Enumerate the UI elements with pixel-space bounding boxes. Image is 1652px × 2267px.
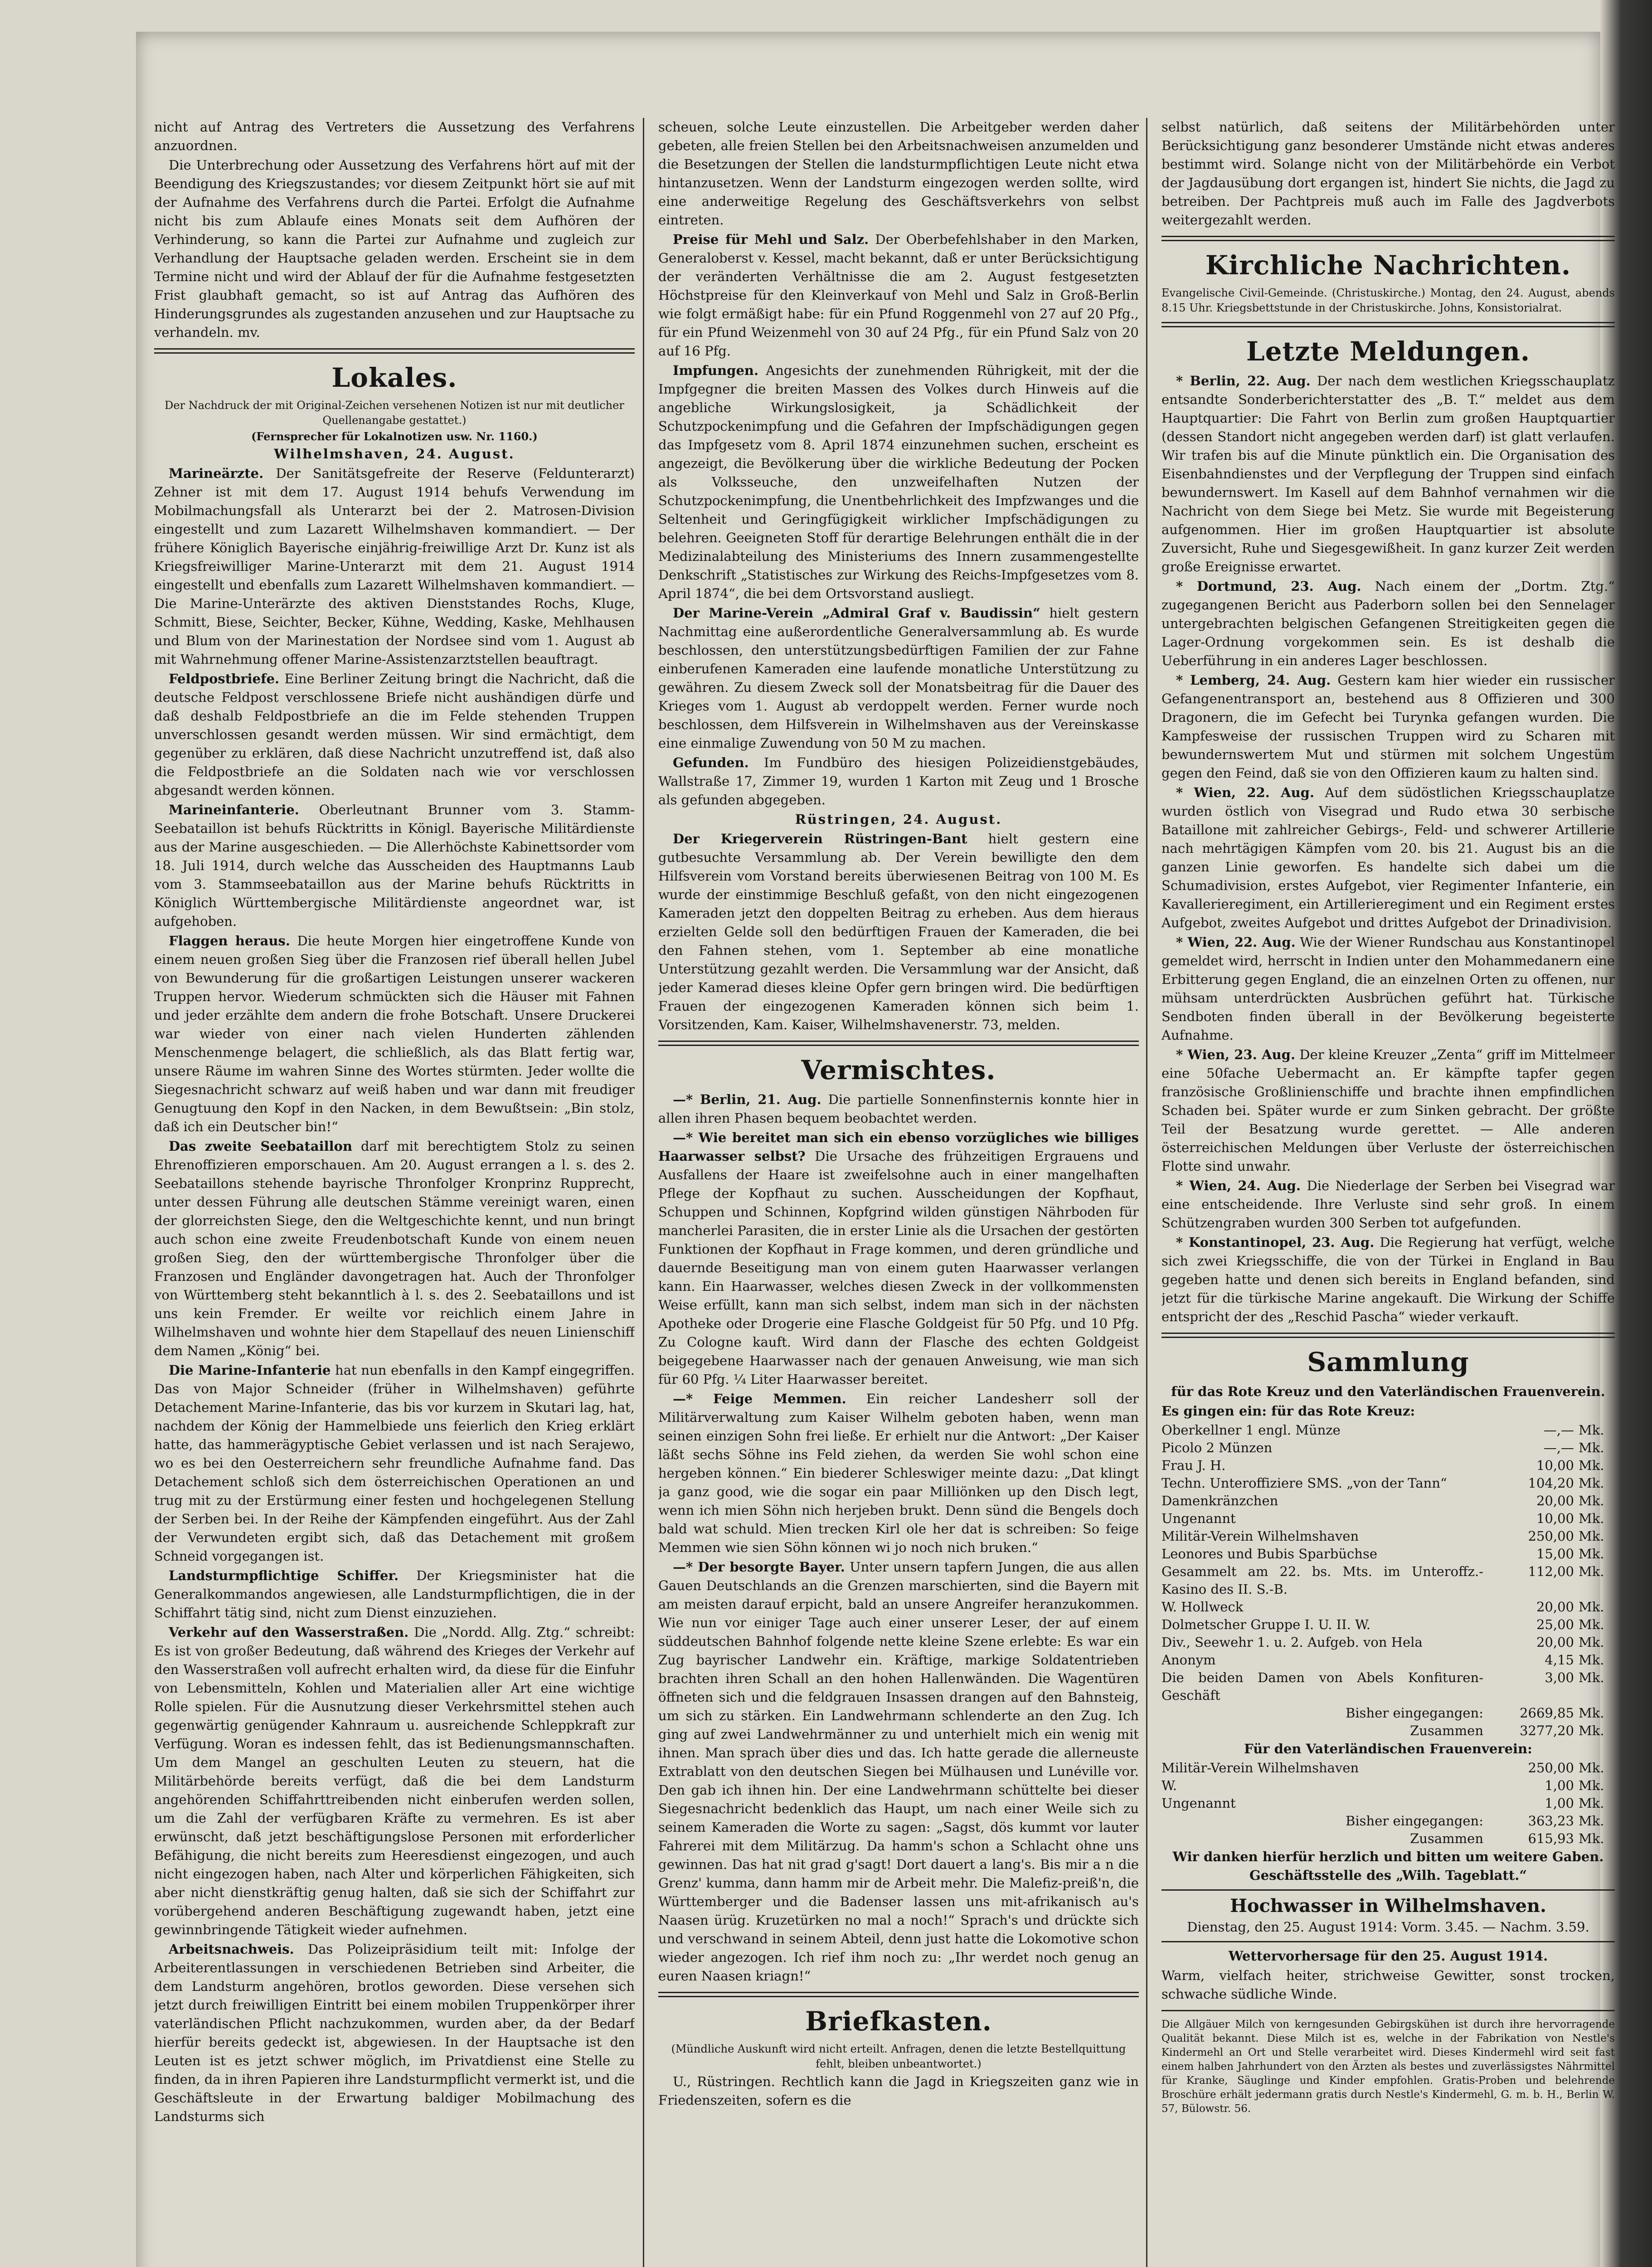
article-body: Angesichts der zunehmenden Rührigkeit, mit der die Impfgegner die breiten Massen des Volkes durch Hinweis auf die angebliche Wirkungslosigkeit, ja Schädlichkeit der Schutzpockenimpfung und die Gefahren der Impfschädigungen gegen das Impfgesetz vom 8. April 1874 einzunehmen suchen, erscheint es angezeigt, die Bevölkerung über die wirkliche Bedeutung der Pocken als Volksseuche, den unzweifelhaften Nutzen der Schutzpockenimpfung, die Unentbehrlichkeit des Impfzwanges und die Seltenheit und Geringfügigkeit wirklicher Impfschädigungen zu belehren. Geeigneten Stoff für derartige Belehrungen enthält die in der Medizinalabteilung des Ministeriums des Innern zusammengestellte Denkschrift „Statistisches zur Wirkung des Reichs-Impfgesetzes vom 8. April 1874“, die bei dem Ortsvorstand ausliegt. bbox=[658, 363, 1139, 601]
intro-text: selbst natürlich, daß seitens der Militärbehörden unter Berücksichtigung ganz besonderer Umstände nicht etwas anderes bestimmt wird. Solange nicht von der Militärbehörde ein Verbot der Jagdausübung dort ergangen ist, hindert Sie nichts, die Jagd zu betreiben. Der Pachtpreis muß auch im Falle des Jagdverbots weitergezahlt werden. bbox=[1161, 119, 1615, 228]
article-paragraph bbox=[658, 1129, 1139, 1389]
divider bbox=[658, 1041, 1139, 1046]
article-headline: * Wien, 22. Aug. bbox=[1176, 934, 1296, 950]
divider bbox=[154, 348, 635, 354]
article-body: Der Kriegsminister hat die Generalkommandos angewiesen, alle Landsturmpflichtigen, die in der Schiffahrt tätig sind, nicht zum Dienst einzuziehen. bbox=[154, 1568, 635, 1620]
article-list bbox=[658, 1090, 1139, 1985]
article-body: hat nun ebenfalls in den Kampf eingegriffen. Das von Major Schneider (früher in Wilhelmshaven) geführte Detachement Marine-Infanterie, das bis vor kurzem in Skutari lag, hat, nachdem der König der Hammelbiede uns feierlich den Krieg erklärt hatte, das hammerägyptische Gebiet verlassen und ist nach Serajewo, wo es bei den Oesterreichern sehr freundliche Aufnahme fand. Das Detachement schloß sich dem österreichischen Operationen an und trug mit zu der Erstürmung einer festen und hochgelegenen Stellung der Serben bei. In der Reihe der Kämpfenden eingeführt. Aus der Zahl der Verwundeten ergibt sich, daß das Detachement mit großem Schneid vorgegangen ist. bbox=[154, 1362, 635, 1564]
donation-amount: 4,15 bbox=[1545, 1652, 1574, 1668]
donation-row bbox=[1161, 1474, 1615, 1492]
article-headline: Landsturmpflichtige Schiffer. bbox=[169, 1568, 399, 1583]
article-body: Das Polizeipräsidium teilt mit: Infolge der Arbeiterentlassungen in verschiedenen Betrieben sind Arbeiter, die dem Landsturm angehören, brotlos geworden. Diese versehen sich jetzt durch freiwilligen Eintritt bei einem mobilen Truppenkörper ihrer vaterländischen Pflicht nachzukommen, wurden aber, da der Bedarf hierfür bereits gedeckt ist, abgewiesen. In der Hauptsache ist den Leuten ist es jetzt schwer möglich, im Privatdienst eine Stelle zu finden, da in ihren Papieren ihre Landsturmpflicht vermerkt ist, und die Geschäftsleute in der Erwartung baldiger Mobilmachung des Landsturms sich bbox=[154, 1941, 635, 2124]
donation-row bbox=[1161, 1777, 1615, 1795]
donation-currency: Mk. bbox=[1579, 1528, 1604, 1544]
hochwasser-title: Hochwasser in Wilhelmshaven. bbox=[1230, 1895, 1546, 1917]
article-body: Im Fundbüro des hiesigen Polizeidienstgebäudes, Wallstraße 17, Zimmer 19, wurden 1 Karton mit Zeug und 1 Brosche als gefunden abgegeben. bbox=[658, 755, 1139, 808]
article-paragraph bbox=[154, 1566, 635, 1622]
church-notice: Evangelische Civil-Gemeinde. (Christuskirche.) Montag, den 24. August, abends 8.15 Uhr. Kriegsbettstunde in der Christuskirche. Johns, Konsistorialrat. bbox=[1161, 287, 1615, 314]
article-paragraph bbox=[658, 361, 1139, 603]
donation-amount: 20,00 bbox=[1536, 1635, 1574, 1650]
article-paragraph bbox=[658, 604, 1139, 753]
donor-name: Die beiden Damen von Abels Konfituren-Geschäft bbox=[1161, 1670, 1483, 1703]
donation-currency: Mk. bbox=[1579, 1778, 1604, 1793]
donor-name: Ungenannt bbox=[1161, 1511, 1236, 1526]
donation-row bbox=[1161, 1598, 1615, 1616]
donation-row bbox=[1161, 1545, 1615, 1563]
article-headline: Verkehr auf den Wasserstraßen. bbox=[169, 1625, 409, 1640]
article-paragraph bbox=[1161, 577, 1615, 670]
donation-amount: 10,00 bbox=[1536, 1511, 1574, 1526]
donation-amount: 1,00 bbox=[1545, 1795, 1574, 1811]
donation-table bbox=[1161, 1421, 1615, 1740]
article-body: Eine Berliner Zeitung bringt die Nachricht, daß die deutsche Feldpost verschlossene Briefe nicht aushändigen dürfe und daß deshalb Feldpostbriefe an die im Felde stehenden Truppen unverschlossen gesandt werden müssen. Wir sind ermächtigt, dem gegenüber zu erklären, daß diese Nachricht unzutreffend ist, daß also die Feldpostbriefe an die Soldaten nach wie vor verschlossen abgesandt werden können. bbox=[154, 671, 635, 798]
donation-currency: Mk. bbox=[1579, 1546, 1604, 1562]
article-headline: Arbeitsnachweis. bbox=[169, 1941, 294, 1957]
section-title-briefkasten: Briefkasten. bbox=[805, 2006, 992, 2037]
article-paragraph bbox=[154, 1940, 635, 2126]
donation-table bbox=[1161, 1759, 1615, 1848]
divider bbox=[1161, 236, 1615, 241]
article-paragraph bbox=[1161, 1177, 1615, 1232]
donation-currency: Mk. bbox=[1579, 1831, 1604, 1846]
donation-currency: Mk. bbox=[1579, 1617, 1604, 1632]
donation-row bbox=[1161, 1492, 1615, 1510]
article-body: darf mit berechtigtem Stolz zu seinen Ehrenoffizieren emporschauen. Am 20. August errangen a l. s. des 2. Seebataillons stehende bayrische Thronfolger Kronprinz Rupprecht, unter dessen Führung alle deutschen Stämme vereinigt waren, einen der glorreichsten Siege, den die Weltgeschichte kennt, und nun bringt auch schon eine zweite Freudenbotschaft Kunde von einem neuen großen Sieg, den der württembergische Thronfolger über die Franzosen und Engländer davongetragen hat. Auch der Thronfolger von Württemberg steht bekanntlich à l. s. des 2. Seebataillons und ist uns kein Fremder. Er weilte vor reichlich einem Jahre in Wilhelmshaven und wohnte hier dem Stapellauf des neuen Linienschiff dem Namen „König“ bei. bbox=[154, 1138, 635, 1358]
donor-name: Anonym bbox=[1161, 1652, 1216, 1668]
article-headline: * Berlin, 22. Aug. bbox=[1176, 373, 1311, 389]
donation-currency: Mk. bbox=[1579, 1599, 1604, 1615]
article-body: Auf dem südöstlichen Kriegsschauplatze wurden östlich von Visegrad und Rudo etwa 30 serbische Bataillone mit zahlreicher Gebirgs-, Feld- und schwerer Artillerie nach mehrtägigen Kämpfen vom 20. bis 21. August bis an die ganzen Linie geworfen. Es handelte sich dabei um die Schumadivision, erstes Aufgebot, vier Regimenter Infanterie, ein Kavallerieregiment, ein Artillerieregiment und ein Regiment erstes Aufgebot, zweites Aufgebot und drittes Aufgebot der Drinadivision. bbox=[1161, 785, 1615, 930]
weather-text: Warm, vielfach heiter, strichweise Gewitter, sonst trocken, schwache südliche Winde. bbox=[1161, 1968, 1615, 2002]
article-headline: Der Marine-Verein „Admiral Graf v. Baudissin“ bbox=[673, 605, 1040, 621]
donation-row bbox=[1161, 1616, 1615, 1634]
article-body: Die partielle Sonnenfinsternis konnte hier in allen ihren Phasen bequem beobachtet werden. bbox=[658, 1092, 1139, 1126]
article-headline: * Lemberg, 24. Aug. bbox=[1176, 672, 1331, 688]
article-headline: * Wien, 23. Aug. bbox=[1176, 1047, 1296, 1062]
donation-row bbox=[1161, 1704, 1615, 1722]
article-headline: —* Wie bereitet man sich ein ebenso vorzügliches wie billiges Haarwasser selbst? bbox=[658, 1130, 1139, 1164]
section-title-sammlung: Sammlung bbox=[1307, 1347, 1469, 1377]
donation-amount: 615,93 bbox=[1528, 1831, 1574, 1846]
donation-row bbox=[1161, 1651, 1615, 1669]
donation-row bbox=[1161, 1510, 1615, 1528]
section-title-vermischtes: Vermischtes. bbox=[801, 1055, 996, 1085]
article-body: scheuen, solche Leute einzustellen. Die Arbeitgeber werden daher gebeten, alle freien Stellen bei den Arbeitsnachweisen anzumelden und die Besetzungen der Stellen die landsturmpflichtigen Leute nicht etwa hintanzusetzen. Wenn der Landsturm eingezogen werden sollte, wird eine anderweitige Regelung des Geschäftsverkehrs von selbst eintreten. bbox=[658, 119, 1139, 228]
column-1 bbox=[154, 118, 635, 2267]
donation-amount: 20,00 bbox=[1536, 1493, 1574, 1508]
sammlung-frauenverein-heading: Für den Vaterländischen Frauenverein: bbox=[1244, 1741, 1532, 1756]
donation-row bbox=[1161, 1669, 1615, 1704]
article-headline: Das zweite Seebataillon bbox=[169, 1138, 353, 1154]
dateline: Wilhelmshaven, 24. August. bbox=[274, 446, 515, 462]
donation-currency: Mk. bbox=[1579, 1493, 1604, 1508]
article-paragraph bbox=[658, 230, 1139, 360]
donation-row bbox=[1161, 1812, 1615, 1830]
phone-note: (Fernsprecher für Lokalnotizen usw. Nr. 1160.) bbox=[251, 430, 538, 443]
article-paragraph bbox=[658, 1558, 1139, 1985]
article-paragraph bbox=[658, 830, 1139, 1034]
donor-name: Zusammen bbox=[1410, 1723, 1483, 1738]
donor-name: Div., Seewehr 1. u. 2. Aufgeb. von Hela bbox=[1161, 1635, 1423, 1650]
article-body: Wie der Wiener Rundschau aus Konstantinopel gemeldet wird, herrscht in Indien unter den Mohammedanern eine Erbitterung gegen England, die an einzelnen Orten zu offenen, nur mühsam unterdrückten Ausbrüchen geführt hat. Türkische Sendboten finden überall in der Bevölkerung begeisterte Aufnahme. bbox=[1161, 934, 1615, 1043]
section-title-kirchliche: Kirchliche Nachrichten. bbox=[1205, 250, 1571, 281]
divider bbox=[1161, 2010, 1615, 2011]
donor-name: Militär-Verein Wilhelmshaven bbox=[1161, 1528, 1359, 1544]
article-list bbox=[658, 830, 1139, 1034]
article-paragraph bbox=[154, 1361, 635, 1566]
article-body: Die „Nordd. Allg. Ztg.“ schreibt: Es ist von großer Bedeutung, daß während des Krieges der Verkehr auf den Wasserstraßen voll aufrecht erhalten wird, da diese für die Einfuhr von Lebensmitteln, Kohlen und Materialien aller Art eine wichtige Rolle spielen. Für die Ausnutzung dieser Verkehrsmittel stehen auch gegenwärtig genügender Kahnraum u. ausreichende Schleppkraft zur Verfügung. Woran es indessen fehlt, das ist Bedienungsmannschaften. Um dem Mangel an geschulten Leuten zu steuern, hat die Militärbehörde bereits verfügt, daß die bei dem Landsturm angehörenden Schiffahrttreibenden nicht einberufen werden sollen, um die Zahl der verfügbaren Kräfte zu vermehren. Es ist aber erwünscht, daß jetzt beschäftigungslose Personen mit erforderlicher Befähigung, die nicht bereits zum Heeresdienst eingezogen, und auch nicht eingezogen haben, nach Alter und körperlichen Fähigkeiten, sich aber nicht dienstkräftig genug halten, daß sie sich der Schiffahrt zur vorübergehend anderen Beschäftigung zugewandt haben, jetzt eine gewinnbringende Tätigkeit wieder aufnehmen. bbox=[154, 1625, 635, 1937]
article-paragraph bbox=[154, 1623, 635, 1939]
donor-name: Zusammen bbox=[1410, 1831, 1483, 1846]
article-headline: Der Kriegerverein Rüstringen-Bant bbox=[673, 831, 967, 846]
hochwasser-times: Dienstag, den 25. August 1914: Vorm. 3.45. — Nachm. 3.59. bbox=[1187, 1919, 1589, 1935]
column-3 bbox=[1161, 118, 1615, 2267]
donation-currency: Mk. bbox=[1579, 1511, 1604, 1526]
donation-currency: Mk. bbox=[1579, 1652, 1604, 1668]
donor-name: W. bbox=[1161, 1778, 1177, 1793]
donation-amount: —,— bbox=[1543, 1440, 1574, 1455]
article-headline: * Konstantinopel, 23. Aug. bbox=[1176, 1235, 1375, 1250]
article-body: Der nach dem westlichen Kriegsschauplatz entsandte Sonderberichterstatter des „B. T.“ meldet aus dem Hauptquartier: Die Fahrt von Berlin zum großen Hauptquartier (dessen Standort nicht angegeben werden darf) ist glatt verlaufen. Wir trafen bis auf die Minute pünktlich ein. Die Organisation des Eisenbahndienstes und der Verpflegung der Truppen sind einfach bewundernswert. Im Kasell auf dem Bahnhof vernahmen wir die Nachricht von dem Siege bei Metz. Sie wurde mit Begeisterung aufgenommen. Hier im großen Hauptquartier ist absolute Zuversicht, Ruhe und Siegesgewißheit. In ganz kurzer Zeit werden große Ereignisse erwartet. bbox=[1161, 373, 1615, 574]
donation-currency: Mk. bbox=[1579, 1723, 1604, 1738]
donation-amount: 1,00 bbox=[1545, 1778, 1574, 1793]
donor-name: Frau J. H. bbox=[1161, 1458, 1226, 1473]
article-paragraph bbox=[154, 1137, 635, 1360]
article-headline: * Dortmund, 23. Aug. bbox=[1176, 579, 1361, 594]
column-2 bbox=[658, 118, 1139, 2267]
donation-currency: Mk. bbox=[1579, 1422, 1604, 1438]
donation-row bbox=[1161, 1795, 1615, 1812]
donation-amount: 10,00 bbox=[1536, 1458, 1574, 1473]
donation-currency: Mk. bbox=[1579, 1564, 1604, 1579]
sammlung-thanks: Wir danken hierfür herzlich und bitten um weitere Gaben. Geschäftsstelle des „Wilh. Tageblatt.“ bbox=[1172, 1849, 1604, 1883]
donor-name: W. Hollweck bbox=[1161, 1599, 1244, 1615]
article-paragraph bbox=[154, 932, 635, 1136]
briefkasten-note: (Mündliche Auskunft wird nicht erteilt. Anfragen, denen die letzte Bestellquittung fehlt, bleiben unbeantwortet.) bbox=[671, 2043, 1126, 2070]
donation-amount: 20,00 bbox=[1536, 1599, 1574, 1615]
donation-row bbox=[1161, 1722, 1615, 1740]
article-headline: * Wien, 24. Aug. bbox=[1176, 1178, 1301, 1193]
sammlung-subtitle: für das Rote Kreuz und den Vaterländischen Frauenverein. bbox=[1171, 1384, 1605, 1399]
article-body: Ein reicher Landesherr soll der Militärverwaltung zum Kaiser Wilhelm geboten haben, wenn man seinen einzigen Sohn frei ließe. Er erhielt nur die Antwort: „Der Kaiser läßt sechs Söhne ins Feld ziehen, da werden Sie wohl schon eine hergeben können.“ Ein biederer Schleswiger meinte dazu: „Dat klingt ja ganz good, wie die sogar ein paar Milliönken up den Disch legt, wenn ich mien Söhn nich herjeben brukt. Denn sünd die Bengels doch bald wat schuld. Mien trecken Kirl ole her dat is schreiben: So feige Memmen wie sien Söhn können wi jo noch nich bruken.“ bbox=[658, 1391, 1139, 1555]
donor-name: Dolmetscher Gruppe I. U. II. W. bbox=[1161, 1617, 1370, 1632]
section-title-lokales: Lokales. bbox=[331, 362, 457, 393]
article-body: hielt gestern eine gutbesuchte Versammlung ab. Der Verein bewilligte den dem Hilfsverein vom Vorstand bereits überwiesenen Beitrag von 100 M. Es wurde der einstimmige Beschluß gefaßt, von den nicht eingezogenen Kameraden jetzt den doppelten Beitrag zu erheben. Aus dem hieraus erzielten Gelde soll den bedürftigen Frauen der Kameraden, die bei den Fahnen stehen, vom 1. September ab eine monatliche Unterstützung gezahlt werden. Die Versammlung war der Ansicht, daß jeder Kamerad dieses kleine Opfer gern bringen wird. Die bedürftigen Frauen der eingezogenen Kameraden können sich beim 1. Vorsitzenden, Kam. Kaiser, Wilhelmshavenerstr. 73, melden. bbox=[658, 831, 1139, 1032]
donation-currency: Mk. bbox=[1579, 1670, 1604, 1685]
article-paragraph bbox=[1161, 933, 1615, 1045]
section-title-letzte-meldungen: Letzte Meldungen. bbox=[1246, 336, 1531, 367]
donation-amount: 250,00 bbox=[1528, 1528, 1574, 1544]
article-paragraph bbox=[1161, 671, 1615, 783]
article-headline: —* Feige Memmen. bbox=[673, 1391, 846, 1406]
article-headline: Die Marine-Infanterie bbox=[169, 1362, 331, 1378]
article-body: Gestern kam hier wieder ein russischer Gefangenentransport an, bestehend aus 8 Offizieren und 300 Dragonern, die im Gefecht bei Turynka gefangen wurden. Die Kampfesweise der russischen Truppen wird zu Scharen mit bewundernswertem Mut und stürmen mit solchem Ungestüm gegen den Feind, daß sie von den Offizieren kaum zu halten sind. bbox=[1161, 672, 1615, 781]
intro-paragraph: Die Unterbrechung oder Aussetzung des Verfahrens hört auf mit der Beendigung des Kriegszustandes; vor diesem Zeitpunkt hört sie auf mit der Aufnahme des Verfahrens durch die Partei. Erfolgt die Aufnahme nicht bis zum Ablaufe eines Monats seit dem Aufhören der Verhinderung, so kann die Partei zur Aufnahme und zugleich zur Verhandlung der Hauptsache geladen werden. Erscheint sie in dem Termine nicht und wird der Ablauf der für die Aufnahme festgesetzten Frist glaubhaft gemacht, so ist auf Antrag das Aufhören des Hinderungsgrundes als zugestanden anzusehen und zur Hauptsache zu verhandeln. mv. bbox=[154, 157, 635, 340]
article-body: Die heute Morgen hier eingetroffene Kunde von einem neuen großen Sieg über die Franzosen rief überall hellen Jubel von Bewunderung für die großartigen Leistungen unserer wackeren Truppen hervor. Wiederum schmückten sich die Häuser mit Fahnen und jeder erzählte dem andern die frohe Botschaft. Unsere Druckerei war wieder von einer nach vielen Hunderten zählenden Menschenmenge belagert, die schließlich, als das Blatt fertig war, unsere Räume im wahren Sinne des Wortes stürmten. Jeder wollte die Siegesnachricht schwarz auf weiß haben und war dann mit freudiger Genugtuung den Kopf in den Nacken, in dem Bewußtsein: „Bin stolz, daß ich ein Deutscher bin!“ bbox=[154, 933, 635, 1134]
reprint-note: Der Nachdruck der mit Original-Zeichen versehenen Notizen ist nur mit deutlicher Quellenangabe gestattet.) bbox=[165, 399, 624, 427]
donation-row bbox=[1161, 1439, 1615, 1457]
donor-name: Leonores und Bubis Sparbüchse bbox=[1161, 1546, 1377, 1562]
article-paragraph bbox=[1161, 1046, 1615, 1176]
article-body: Unter unsern tapfern Jungen, die aus allen Gauen Deutschlands an die Grenzen marschierten, sind die Bayern mit am meisten darauf erpicht, bald an unsere Angreifer heranzukommen. Wie nun vor einiger Tage auch einer unserer Leser, der auf einem süddeutschen Bahnhof folgende nette kleine Szene erlebte: Es war ein Zug bayrischer Landwehr ein. Kräftige, markige Soldatentrieben brachten ihren Schall an den hohen Hallenwänden. Die Wagentüren öffneten sich und die feldgrauen Insassen drangen auf den Bahnsteig, um sich zu stärken. Ein Landwehrmann schlenderte an den Zug. Ich ging auf zwei Landwehrmänner zu und unterhielt mich ein wenig mit ihnen. Man sprach über dies und das. Ich hatte gerade die allerneuste Extrablatt von den deutschen Siegen bei Mülhausen und Lunéville vor. Den gab ich ihnen hin. Der eine Landwehrmann schüttelte bei dieser Siegesnachricht bedenklich das Haupt, um nach einer Weile sich zu seinem Kameraden die Worte zu sagen: „Sagst, dös kummt vor lauter Fahrerei mit dem Militärzug. Da hamm's schon a Schlacht ohne uns gewinnen. Das hat nit grad g'sagt! Dort dauert a lang's. Bis mir a n die Grenz' kumma, dann hamm mir de Arbeit mehr. Die Malefiz-preiß'n, die Württemberger und die Badenser lassen uns mit-afrikanisch au's Naasen ürüg. Kruzetürken no mal a noch!“ Sprach's und drückte sich und verschwand in seinem Abteil, denn just hatte die Lokomotive schon wieder angezogen. Ich rief ihm noch zu: „Ihr werdet noch genug an euren Naasen kriagn!“ bbox=[658, 1559, 1139, 1984]
donor-name: Gesammelt am 22. bs. Mts. im Unteroffz.-Kasino des II. S.-B. bbox=[1161, 1564, 1483, 1597]
article-body: hielt gestern Nachmittag eine außerordentliche Generalversammlung ab. Es wurde beschlossen, den unterstützungsbedürftigen Familien der zur Fahne einberufenen Kameraden eine laufende monatliche Unterstützung zu gewähren. Zu diesem Zweck soll der Monatsbeitrag für die Dauer des Krieges vom 1. August ab verdoppelt werden. Ferner wurde noch beschlossen, dem Hilfsverein in Wilhelmshaven aus der Vereinskasse eine einmalige Zuwendung von 50 M zu machen. bbox=[658, 605, 1139, 751]
article-body: Der Oberbefehlshaber in den Marken, Generaloberst v. Kessel, macht bekannt, daß er unter Berücksichtigung der veränderten Verhältnisse die am 2. August festgesetzten Höchstpreise für den Kleinverkauf von Mehl und Salz in Groß-Berlin wie folgt ermäßigt habe: für ein Pfund Roggenmehl von 27 auf 20 Pfg., für ein Pfund Weizenmehl von 30 auf 24 Pfg., für ein Pfund Salz von 20 auf 16 Pfg. bbox=[658, 232, 1139, 359]
article-body: Der Sanitätsgefreite der Reserve (Feldunterarzt) Zehner ist mit dem 17. August 1914 behufs Verwendung im Mobilmachungsfall als Unterarzt bei der 2. Matrosen-Division eingestellt und zum Lazarett Wilhelmshaven kommandiert. — Der frühere Königlich Bayerische einjährig-freiwillige Arzt Dr. Kunz ist als Kriegsfreiwilliger Marine-Unterarzt mit dem 21. August 1914 eingestellt und ebenfalls zum Lazarett Wilhelmshaven kommandiert. — Die Marine-Unterärzte des aktiven Dienststandes Rochs, Kluge, Schmitt, Biese, Seichter, Becker, Kühne, Wedding, Kaske, Mehlhausen und Blum von der Marinestation der Nordsee sind vom 1. August ab mit Wahrnehmung offener Marine-Assistenzarztstellen beauftragt. bbox=[154, 466, 635, 667]
article-headline: Flaggen heraus. bbox=[169, 933, 290, 949]
donor-name: Damenkränzchen bbox=[1161, 1493, 1278, 1508]
article-paragraph bbox=[658, 754, 1139, 809]
article-paragraph bbox=[1161, 783, 1615, 932]
donor-name: Bisher eingegangen: bbox=[1346, 1705, 1483, 1721]
donation-currency: Mk. bbox=[1579, 1440, 1604, 1455]
donation-row bbox=[1161, 1759, 1615, 1777]
nestle-ad: Die Allgäuer Milch von kerngesunden Gebirgskühen ist durch ihre hervorragende Qualität bekannt. Diese Milch ist es, welche in der Fabrikation von Nestle's Kindermehl an Ort und Stelle verarbeitet wird. Dieses Kindermehl wird seit fast einem halben Jahrhundert von den Ärzten als bestes und zuverlässigstes Nährmittel für Kranke, Säuglinge und Kinder empfohlen. Gratis-Proben und belehrende Broschüre erhält jedermann gratis durch Nestle's Kindermehl, G. m. b. H., Berlin W. 57, Bülowstr. 56. bbox=[1161, 2019, 1615, 2115]
donation-currency: Mk. bbox=[1579, 1458, 1604, 1473]
donation-amount: 112,00 bbox=[1528, 1564, 1574, 1579]
donation-row bbox=[1161, 1634, 1615, 1651]
article-paragraph bbox=[658, 118, 1139, 229]
donor-name: Ungenannt bbox=[1161, 1795, 1236, 1811]
donation-row bbox=[1161, 1528, 1615, 1545]
divider bbox=[658, 1992, 1139, 1997]
donor-name: Techn. Unteroffiziere SMS. „von der Tann“ bbox=[1161, 1475, 1447, 1491]
article-headline: Marineinfanterie. bbox=[169, 802, 299, 817]
donor-name: Militär-Verein Wilhelmshaven bbox=[1161, 1760, 1359, 1776]
briefkasten-answer: U., Rüstringen. Rechtlich kann die Jagd in Kriegszeiten ganz wie in Friedenszeiten, sofern es die bbox=[658, 2074, 1139, 2108]
intro-text bbox=[154, 118, 635, 342]
article-list bbox=[154, 464, 635, 2126]
divider bbox=[1161, 322, 1615, 327]
article-list bbox=[658, 118, 1139, 809]
dateline: Rüstringen, 24. August. bbox=[795, 812, 1002, 827]
donation-amount: 15,00 bbox=[1536, 1546, 1574, 1562]
donation-currency: Mk. bbox=[1579, 1635, 1604, 1650]
article-list bbox=[1161, 372, 1615, 1326]
article-headline: Feldpostbriefe. bbox=[169, 671, 280, 686]
donor-name: Oberkellner 1 engl. Münze bbox=[1161, 1422, 1341, 1438]
article-paragraph bbox=[1161, 372, 1615, 576]
article-paragraph bbox=[154, 801, 635, 931]
donation-amount: 3277,20 bbox=[1520, 1723, 1574, 1738]
article-paragraph bbox=[154, 464, 635, 669]
donation-currency: Mk. bbox=[1579, 1705, 1604, 1721]
donation-row bbox=[1161, 1421, 1615, 1439]
article-body: Oberleutnant Brunner vom 3. Stamm-Seebataillon ist behufs Rücktritts in Königl. Bayerische Militärdienste aus der Marine ausgeschieden. — Die Allerhöchste Kabinettsorder vom 18. Juli 1914, durch welche das Ausscheiden des Hauptmanns Laub vom 3. Stammseebataillon aus der Marine behufs Rücktritts in Königlich Württembergische Militärdienste angeordnet war, ist aufgehoben. bbox=[154, 802, 635, 929]
donation-amount: 25,00 bbox=[1536, 1617, 1574, 1632]
article-headline: —* Der besorgte Bayer. bbox=[673, 1559, 845, 1575]
weather-title: Wettervorhersage für den 25. August 1914. bbox=[1228, 1948, 1548, 1964]
donation-row bbox=[1161, 1457, 1615, 1474]
donation-currency: Mk. bbox=[1579, 1475, 1604, 1491]
article-body: Der kleine Kreuzer „Zenta“ griff im Mittelmeer eine 50fache Uebermacht an. Er kämpfte tapfer gegen französische Großlinienschiffe und brachte ihnen empfindlichen Schaden bei. Später wurde er zum Sinken gebracht. Der größte Teil der Besatzung wurde gerettet. — Alle anderen österreichischen Meldungen über Verluste der österreichischen Flotte sind unwahr. bbox=[1161, 1047, 1615, 1174]
article-headline: Preise für Mehl und Salz. bbox=[673, 232, 869, 247]
newspaper-page bbox=[136, 32, 1615, 2267]
donation-amount: 3,00 bbox=[1545, 1670, 1574, 1685]
article-body: Die Niederlage der Serben bei Visegrad war eine entscheidende. Ihre Verluste sind sehr groß. In einem Schützengraben wurden 300 Serben tot aufgefunden. bbox=[1161, 1178, 1615, 1231]
divider bbox=[1161, 1333, 1615, 1338]
donation-currency: Mk. bbox=[1579, 1795, 1604, 1811]
sammlung-red-cross-heading: Es gingen ein: für das Rote Kreuz: bbox=[1161, 1403, 1415, 1419]
article-paragraph bbox=[658, 1390, 1139, 1557]
donation-row bbox=[1161, 1563, 1615, 1598]
donation-currency: Mk. bbox=[1579, 1813, 1604, 1829]
article-headline: Gefunden. bbox=[673, 755, 749, 770]
article-body: Nach einem der „Dortm. Ztg.“ zugegangenen Bericht aus Paderborn sollen bei den Sennelager untergebrachten belgischen Gefangenen Streitigkeiten gegen die Lager-Ordnung vorgekommen sein. Es ist deshalb die Ueberführung in ein anderes Lager beschlossen. bbox=[1161, 579, 1615, 668]
article-headline: —* Berlin, 21. Aug. bbox=[673, 1092, 821, 1107]
article-body: Die Regierung hat verfügt, welche sich zwei Kriegsschiffe, die von der Türkei in England in Bau gegeben hatte und denen sich bereits in England befanden, sind jetzt für die türkische Marine angekauft. Die Wirkung der Schiffe entspricht der des „Reschid Pascha“ wieder verkauft. bbox=[1161, 1235, 1615, 1324]
donation-currency: Mk. bbox=[1579, 1760, 1604, 1776]
intro-paragraph: nicht auf Antrag des Vertreters die Aussetzung des Verfahrens anzuordnen. bbox=[154, 119, 635, 153]
donation-amount: —,— bbox=[1543, 1422, 1574, 1438]
article-headline: Marineärzte. bbox=[169, 466, 264, 481]
donation-amount: 2669,85 bbox=[1520, 1705, 1574, 1721]
donor-name: Picolo 2 Münzen bbox=[1161, 1440, 1273, 1455]
article-paragraph bbox=[1161, 1233, 1615, 1326]
donation-row bbox=[1161, 1830, 1615, 1848]
donation-amount: 104,20 bbox=[1528, 1475, 1574, 1491]
donor-name: Bisher eingegangen: bbox=[1346, 1813, 1483, 1829]
donation-amount: 363,23 bbox=[1528, 1813, 1574, 1829]
article-headline: Impfungen. bbox=[673, 363, 759, 378]
article-paragraph bbox=[658, 1090, 1139, 1128]
article-headline: * Wien, 22. Aug. bbox=[1176, 785, 1315, 800]
article-body: Die Ursache des frühzeitigen Ergrauens und Ausfallens der Haare ist zweifelsohne auch in einer mangelhaften Pflege der Kopfhaut zu suchen. Ausscheidungen der Kopfhaut, Schuppen und Schinnen, Kopfgrind wilden günstigen Nährboden für mancherlei Parasiten, die in erster Linie als die Ursachen der gestörten Funktionen der Kopfhaut in Frage kommen, und deren gründliche und dauernde Beseitigung man von einem guten Haarwasser verlangen kann. Ein Haarwasser, welches diesen Zweck in der vollkommensten Weise erfüllt, kann man sich selbst, indem man sich in der nächsten Apotheke oder Drogerie eine Flasche Goldgeist für 50 Pfg. und 10 Pfg. Zu Cologne kauft. Wird dann der Flasche des echten Goldgeist beigegebene Haarwasser nach der genauen Anweisung, wie man sich für 60 Pfg. ¼ Liter Haarwasser bereitet. bbox=[658, 1148, 1139, 1387]
article-paragraph bbox=[154, 670, 635, 800]
donation-amount: 250,00 bbox=[1528, 1760, 1574, 1776]
column-rule bbox=[643, 118, 644, 2267]
column-rule bbox=[1146, 118, 1147, 2267]
